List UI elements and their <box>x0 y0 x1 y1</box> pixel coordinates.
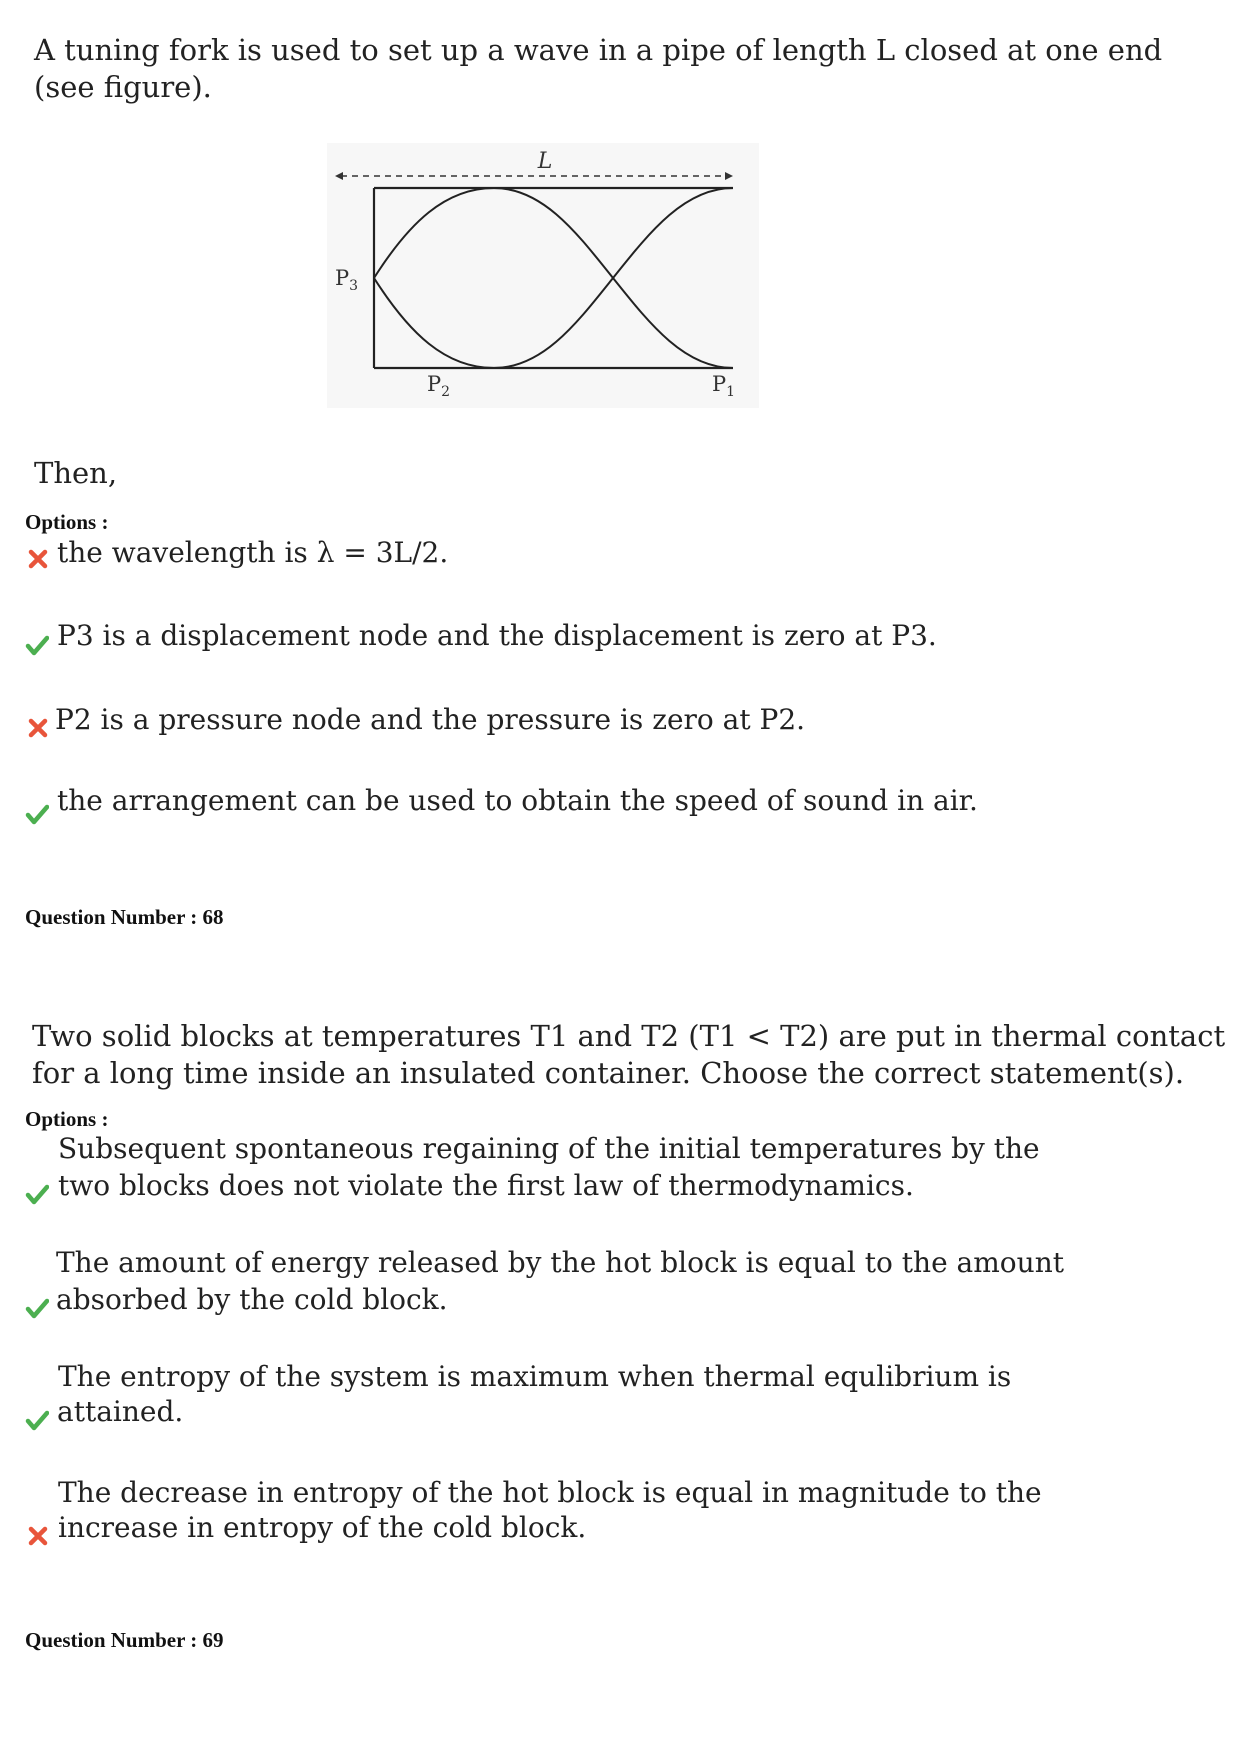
label-P1: $P_1$ <box>712 372 736 400</box>
q67-option-1[interactable]: the wavelength is λ = 3L/2. <box>57 536 449 569</box>
check-icon <box>25 1182 49 1206</box>
cross-icon <box>26 716 50 740</box>
q67-options-label: Options : <box>25 510 109 534</box>
q68-option-1-line1[interactable]: Subsequent spontaneous regaining of the initial temperatures by the <box>58 1132 1040 1165</box>
label-P3: $P_3$ <box>335 266 359 294</box>
q67-text-line1: A tuning fork is used to set up a wave in a pipe of length L closed at one end <box>34 33 1163 67</box>
q68-option-2-line2[interactable]: absorbed by the cold block. <box>56 1283 448 1316</box>
check-icon <box>25 802 49 826</box>
wave-curve-upper <box>374 188 733 368</box>
q68-option-4-line2[interactable]: increase in entropy of the cold block. <box>58 1511 587 1544</box>
q68-text-line2: for a long time inside an insulated container. Choose the correct statement(s). <box>32 1056 1185 1090</box>
label-P2: $P_2$ <box>427 372 451 400</box>
q68-option-3-line2[interactable]: attained. <box>57 1395 184 1428</box>
q68-text-line1: Two solid blocks at temperatures T1 and T2 (T1 < T2) are put in thermal contact <box>32 1019 1226 1053</box>
check-icon <box>25 1296 49 1320</box>
length-arrow-right-head <box>725 172 733 180</box>
check-icon <box>25 633 49 657</box>
cross-icon <box>26 1524 50 1548</box>
q68-option-2-line1[interactable]: The amount of energy released by the hot block is equal to the amount <box>56 1246 1064 1279</box>
q67-option-3[interactable]: P2 is a pressure node and the pressure is zero at P2. <box>55 703 806 736</box>
wave-curve-lower <box>374 188 733 368</box>
q68-options-label: Options : <box>25 1107 109 1131</box>
q69-heading: Question Number : 69 <box>25 1628 224 1652</box>
check-icon <box>25 1408 49 1432</box>
q68-option-1-line2[interactable]: two blocks does not violate the first law of thermodynamics. <box>58 1169 914 1202</box>
cross-icon <box>26 547 50 571</box>
q68-option-3-line1[interactable]: The entropy of the system is maximum when thermal equlibrium is <box>58 1360 1012 1393</box>
label-L: L <box>537 149 553 174</box>
q67-then: Then, <box>34 456 118 490</box>
length-arrow-left-head <box>335 172 343 180</box>
q67-text-line2: (see figure). <box>34 70 212 104</box>
q67-option-4[interactable]: the arrangement can be used to obtain the speed of sound in air. <box>57 784 978 817</box>
q67-option-2[interactable]: P3 is a displacement node and the displacement is zero at P3. <box>57 619 937 652</box>
pipe-figure <box>327 143 759 408</box>
q68-option-4-line1[interactable]: The decrease in entropy of the hot block is equal in magnitude to the <box>58 1476 1042 1509</box>
q68-heading: Question Number : 68 <box>25 905 224 929</box>
